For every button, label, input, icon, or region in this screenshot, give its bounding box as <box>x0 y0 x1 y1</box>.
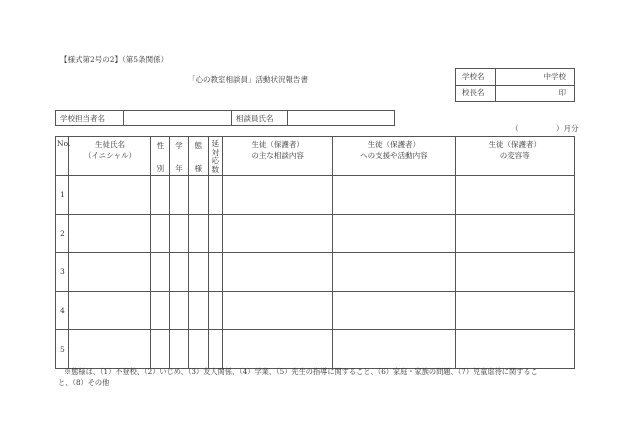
cell-type[interactable] <box>188 253 208 292</box>
principal-name-label: 校長名 <box>456 85 496 101</box>
counselor-name-label: 相談員氏名 <box>232 111 288 125</box>
cell-count[interactable] <box>208 176 223 215</box>
cell-grade[interactable] <box>170 330 189 369</box>
row-number: 3 <box>56 253 69 292</box>
header-consultation-line1: 生徒（保護者） <box>251 140 304 149</box>
header-grade <box>170 137 189 176</box>
cell-support[interactable] <box>333 291 455 330</box>
cell-student-name[interactable] <box>69 330 151 369</box>
table-row <box>56 291 575 330</box>
header-no: No. <box>56 137 69 176</box>
header-count-char: 対 <box>211 147 220 157</box>
cell-type[interactable] <box>188 176 208 215</box>
header-consultation-line2: の主な相談内容 <box>251 150 304 160</box>
header-student-name-line1: 生徒氏名 <box>94 140 125 149</box>
header-type-bottom: 様 <box>194 164 202 173</box>
activity-table <box>55 136 575 369</box>
cell-gender[interactable] <box>151 291 170 330</box>
cell-gender[interactable] <box>151 330 170 369</box>
header-count-char: 延 <box>211 139 220 148</box>
header-grade-top: 学 <box>175 141 183 150</box>
month-field[interactable]: （ ）月分 <box>511 124 579 133</box>
cell-count[interactable] <box>208 330 223 369</box>
row-number: 1 <box>56 176 69 215</box>
cell-support[interactable] <box>333 176 455 215</box>
cell-student-name[interactable] <box>69 214 151 253</box>
header-change <box>455 137 574 176</box>
teacher-name-label: 学校担当者名 <box>56 111 124 125</box>
header-count-char: 数 <box>211 164 220 174</box>
cell-support[interactable] <box>333 214 455 253</box>
cell-grade[interactable] <box>170 214 189 253</box>
table-row <box>56 176 575 215</box>
footnote-line1: ※態様は、（1）不登校、（2）いじめ、（3）友人関係、（4）学業、（5）先生の指導に関すること、（6）家庭・家族の問題、（7）児童虐待に関するこ <box>64 367 538 376</box>
cell-change[interactable] <box>455 176 574 215</box>
cell-student-name[interactable] <box>69 176 151 215</box>
cell-change[interactable] <box>455 330 574 369</box>
principal-row <box>456 85 574 101</box>
form-number-label: 【様式第2号の2】 <box>60 55 123 64</box>
footnote-line2: と、（8）その他 <box>58 378 110 387</box>
header-response-count <box>208 137 223 176</box>
table-row <box>56 330 575 369</box>
row-number: 5 <box>56 330 69 369</box>
school-info-box <box>455 68 575 102</box>
row-number: 4 <box>56 291 69 330</box>
header-gender-top: 性 <box>156 141 165 150</box>
cell-grade[interactable] <box>170 253 189 292</box>
principal-seal-mark[interactable]: 印 <box>558 88 566 97</box>
cell-gender[interactable] <box>151 176 170 215</box>
cell-gender[interactable] <box>151 214 170 253</box>
header-change-line1: 生徒（保護者） <box>488 140 542 149</box>
header-gender <box>151 137 170 176</box>
page-title: 「心の教室相談員」活動状況報告書 <box>188 75 308 84</box>
table-row <box>56 214 575 253</box>
cell-consultation[interactable] <box>223 253 333 292</box>
row-number: 2 <box>56 214 69 253</box>
school-name-value[interactable]: 中学校 <box>543 72 566 81</box>
teacher-name-field[interactable] <box>124 111 232 125</box>
cell-student-name[interactable] <box>69 291 151 330</box>
cell-type[interactable] <box>188 330 208 369</box>
form-number <box>60 56 168 64</box>
header-student-name <box>69 137 151 176</box>
header-support-line2: への支援や活動内容 <box>360 150 428 160</box>
staff-row <box>55 110 395 126</box>
header-consultation <box>223 137 333 176</box>
cell-consultation[interactable] <box>223 291 333 330</box>
header-type-top: 態 <box>194 141 202 150</box>
header-support <box>333 137 455 176</box>
cell-type[interactable] <box>188 214 208 253</box>
table-header-row <box>56 137 575 176</box>
cell-consultation[interactable] <box>223 214 333 253</box>
header-student-name-line2: （イニシャル） <box>83 150 137 160</box>
cell-count[interactable] <box>208 214 223 253</box>
cell-support[interactable] <box>333 330 455 369</box>
header-grade-bottom: 年 <box>175 164 183 173</box>
cell-grade[interactable] <box>170 176 189 215</box>
school-row <box>456 69 574 86</box>
header-count-char: 応 <box>211 156 220 166</box>
counselor-name-field[interactable] <box>288 111 394 125</box>
cell-grade[interactable] <box>170 291 189 330</box>
cell-gender[interactable] <box>151 253 170 292</box>
header-type <box>188 137 208 176</box>
cell-consultation[interactable] <box>223 330 333 369</box>
cell-count[interactable] <box>208 291 223 330</box>
cell-type[interactable] <box>188 291 208 330</box>
form-clause-label: （第5条関係） <box>122 55 169 64</box>
cell-student-name[interactable] <box>69 253 151 292</box>
cell-change[interactable] <box>455 214 574 253</box>
cell-count[interactable] <box>208 253 223 292</box>
cell-consultation[interactable] <box>223 176 333 215</box>
school-name-label: 学校名 <box>456 69 496 85</box>
table-row <box>56 253 575 292</box>
header-support-line1: 生徒（保護者） <box>367 140 421 149</box>
header-gender-bottom: 別 <box>156 164 165 173</box>
cell-change[interactable] <box>455 291 574 330</box>
header-change-line2: の変容等 <box>499 150 530 160</box>
cell-support[interactable] <box>333 253 455 292</box>
cell-change[interactable] <box>455 253 574 292</box>
